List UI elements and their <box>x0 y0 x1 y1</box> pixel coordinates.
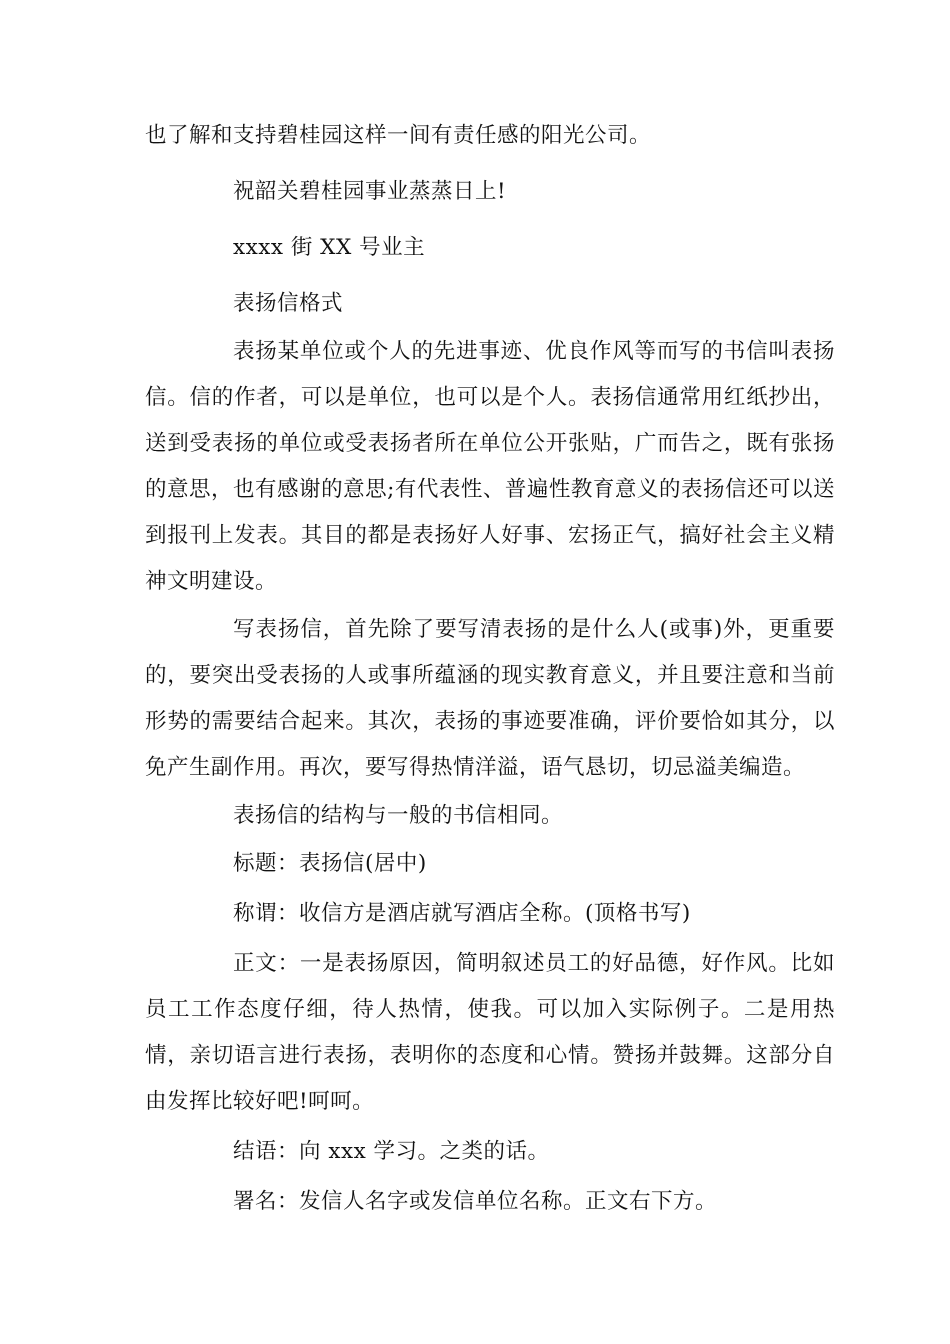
paragraph-definition: 表扬某单位或个人的先进事迹、优良作风等而写的书信叫表扬信。信的作者，可以是单位，也可以是个人。表扬信通常用红纸抄出，送到受表扬的单位或受表扬者所在单位公开张贴，广而告之，既有张扬的意思，也有感谢的意思;有代表性、普遍性教育意义的表扬信还可以送到报刊上发表。其目的都是表扬好人好事、宏扬正气，搞好社会主义精神文明建设。 <box>145 339 835 594</box>
paragraph-title-rule: 标题：表扬信(居中) <box>233 851 427 876</box>
section-heading: 表扬信格式 <box>233 291 344 316</box>
paragraph-continuation: 也了解和支持碧桂园这样一间有责任感的阳光公司。 <box>145 123 652 148</box>
paragraph-signature-rule: 署名：发信人名字或发信单位名称。正文右下方。 <box>233 1189 718 1214</box>
document-body <box>145 113 835 1225</box>
paragraph-closing-rule: 结语：向 xxx 学习。之类的话。 <box>233 1139 550 1164</box>
paragraph-body-rule: 正文：一是表扬原因，简明叙述员工的好品德，好作风。比如员工工作态度仔细，待人热情，使我。可以加入实际例子。二是用热情，亲切语言进行表扬，表明你的态度和心情。赞扬并鼓舞。这部分自由发挥比较好吧!呵呵。 <box>145 951 835 1114</box>
paragraph-salutation-rule: 称谓：收信方是酒店就写酒店全称。(顶格书写) <box>233 901 691 926</box>
paragraph-signature: xxxx 街 XX 号业主 <box>233 235 426 260</box>
paragraph-blessing: 祝韶关碧桂园事业蒸蒸日上! <box>233 179 507 204</box>
paragraph-writing-guide: 写表扬信，首先除了要写清表扬的是什么人(或事)外，更重要的，要突出受表扬的人或事所蕴涵的现实教育意义，并且要注意和当前形势的需要结合起来。其次，表扬的事迹要准确，评价要恰如其分，以免产生副作用。再次，要写得热情洋溢，语气恳切，切忌溢美编造。 <box>145 617 835 780</box>
paragraph-structure: 表扬信的结构与一般的书信相同。 <box>233 803 564 828</box>
